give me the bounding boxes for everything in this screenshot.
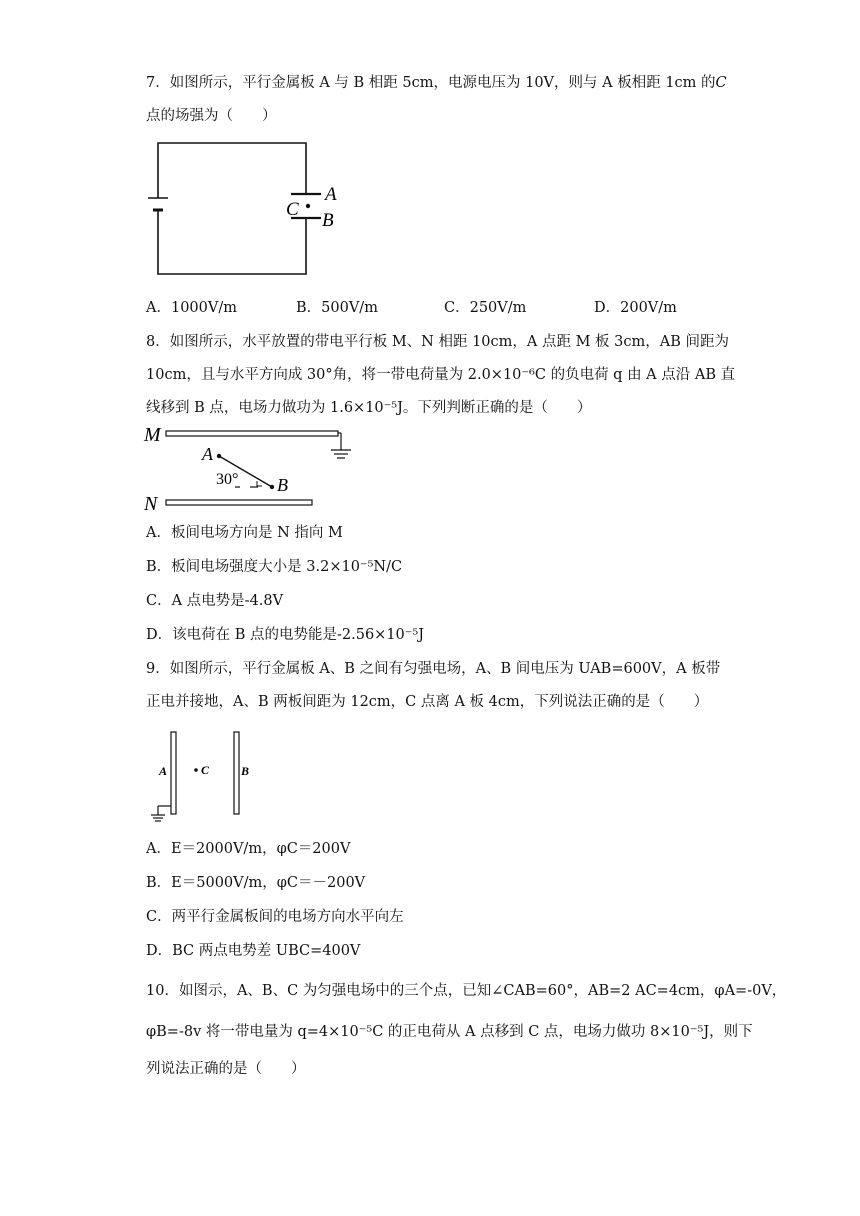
q7-label-a: A bbox=[325, 184, 337, 205]
q8-label-b: B bbox=[277, 475, 288, 495]
q9-label-a: A bbox=[159, 764, 168, 778]
q9-plates-figure bbox=[140, 728, 270, 828]
q9-stem-line2: 正电并接地，A、B 两板间距为 12cm，C 点离 A 板 4cm，下列说法正确的是（ ） bbox=[146, 694, 709, 710]
q7-point-c: C bbox=[715, 75, 727, 91]
q9-label-b: B bbox=[241, 764, 250, 778]
q8-label-m: M bbox=[144, 424, 161, 446]
q10-stem-line1: 10．如图示，A、B、C 为匀强电场中的三个点，已知∠CAB=60°，AB=2 AC=4cm，φA=-0V， bbox=[146, 983, 787, 999]
q7-circuit-figure bbox=[140, 138, 360, 280]
q7-option-c[interactable]: C．250V/m bbox=[444, 300, 527, 316]
q7-label-c: C bbox=[286, 199, 299, 220]
q9-point-c-dot bbox=[194, 768, 198, 772]
q8-stem-line1: 8．如图所示，水平放置的带电平行板 M、N 相距 10cm，A 点距 M 板 3cm，AB 间距为 bbox=[146, 334, 729, 350]
q7-stem-line1: 7．如图所示，平行金属板 A 与 B 相距 5cm，电源电压为 10V，则与 A 板相距 1cm 的C bbox=[146, 75, 727, 91]
q7-point-c-dot bbox=[306, 204, 310, 208]
q10-stem-line3: 列说法正确的是（ ） bbox=[146, 1061, 306, 1077]
q7-label-b: B bbox=[322, 210, 334, 231]
q8-stem-line3: 线移到 B 点，电场力做功为 1.6×10⁻⁵J。下列判断正确的是（ ） bbox=[146, 400, 592, 416]
q8-plates-figure bbox=[140, 424, 370, 516]
q9-option-a[interactable]: A．E＝2000V/m，φC＝200V bbox=[146, 841, 351, 857]
q9-option-b[interactable]: B．E＝5000V/m，φC＝－200V bbox=[146, 875, 366, 891]
q8-option-d[interactable]: D．该电荷在 B 点的电势能是-2.56×10⁻⁵J bbox=[146, 627, 425, 643]
q8-angle-label: 30° bbox=[216, 471, 239, 488]
q8-label-n: N bbox=[144, 493, 158, 515]
q7-option-d[interactable]: D．200V/m bbox=[594, 300, 677, 316]
q10-stem-line2: φB=-8v 将一带电量为 q=4×10⁻⁵C 的正电荷从 A 点移到 C 点，电场力做功 8×10⁻⁵J，则下 bbox=[146, 1024, 753, 1040]
q9-option-c[interactable]: C．两平行金属板间的电场方向水平向左 bbox=[146, 909, 404, 925]
q9-label-c: C bbox=[201, 763, 210, 777]
q7-stem-line2: 点的场强为（ ） bbox=[146, 108, 277, 124]
q7-option-b[interactable]: B．500V/m bbox=[296, 300, 378, 316]
q7-option-a[interactable]: A．1000V/m bbox=[146, 300, 237, 316]
q8-point-b-dot bbox=[270, 485, 274, 489]
q8-label-a: A bbox=[202, 444, 213, 464]
q8-option-b[interactable]: B．板间电场强度大小是 3.2×10⁻⁵N/C bbox=[146, 559, 403, 575]
q8-point-a-dot bbox=[217, 454, 221, 458]
q8-option-c[interactable]: C．A 点电势是-4.8V bbox=[146, 593, 284, 609]
q8-stem-line2: 10cm，且与水平方向成 30°角，将一带电荷量为 2.0×10⁻⁶C 的负电荷 q 由 A 点沿 AB 直 bbox=[146, 367, 736, 383]
q9-stem-line1: 9．如图所示，平行金属板 A、B 之间有匀强电场，A、B 间电压为 UAB=600V，A 板带 bbox=[146, 661, 721, 677]
q9-option-d[interactable]: D．BC 两点电势差 UBC=400V bbox=[146, 943, 361, 959]
q8-option-a[interactable]: A．板间电场方向是 N 指向 M bbox=[146, 525, 343, 541]
